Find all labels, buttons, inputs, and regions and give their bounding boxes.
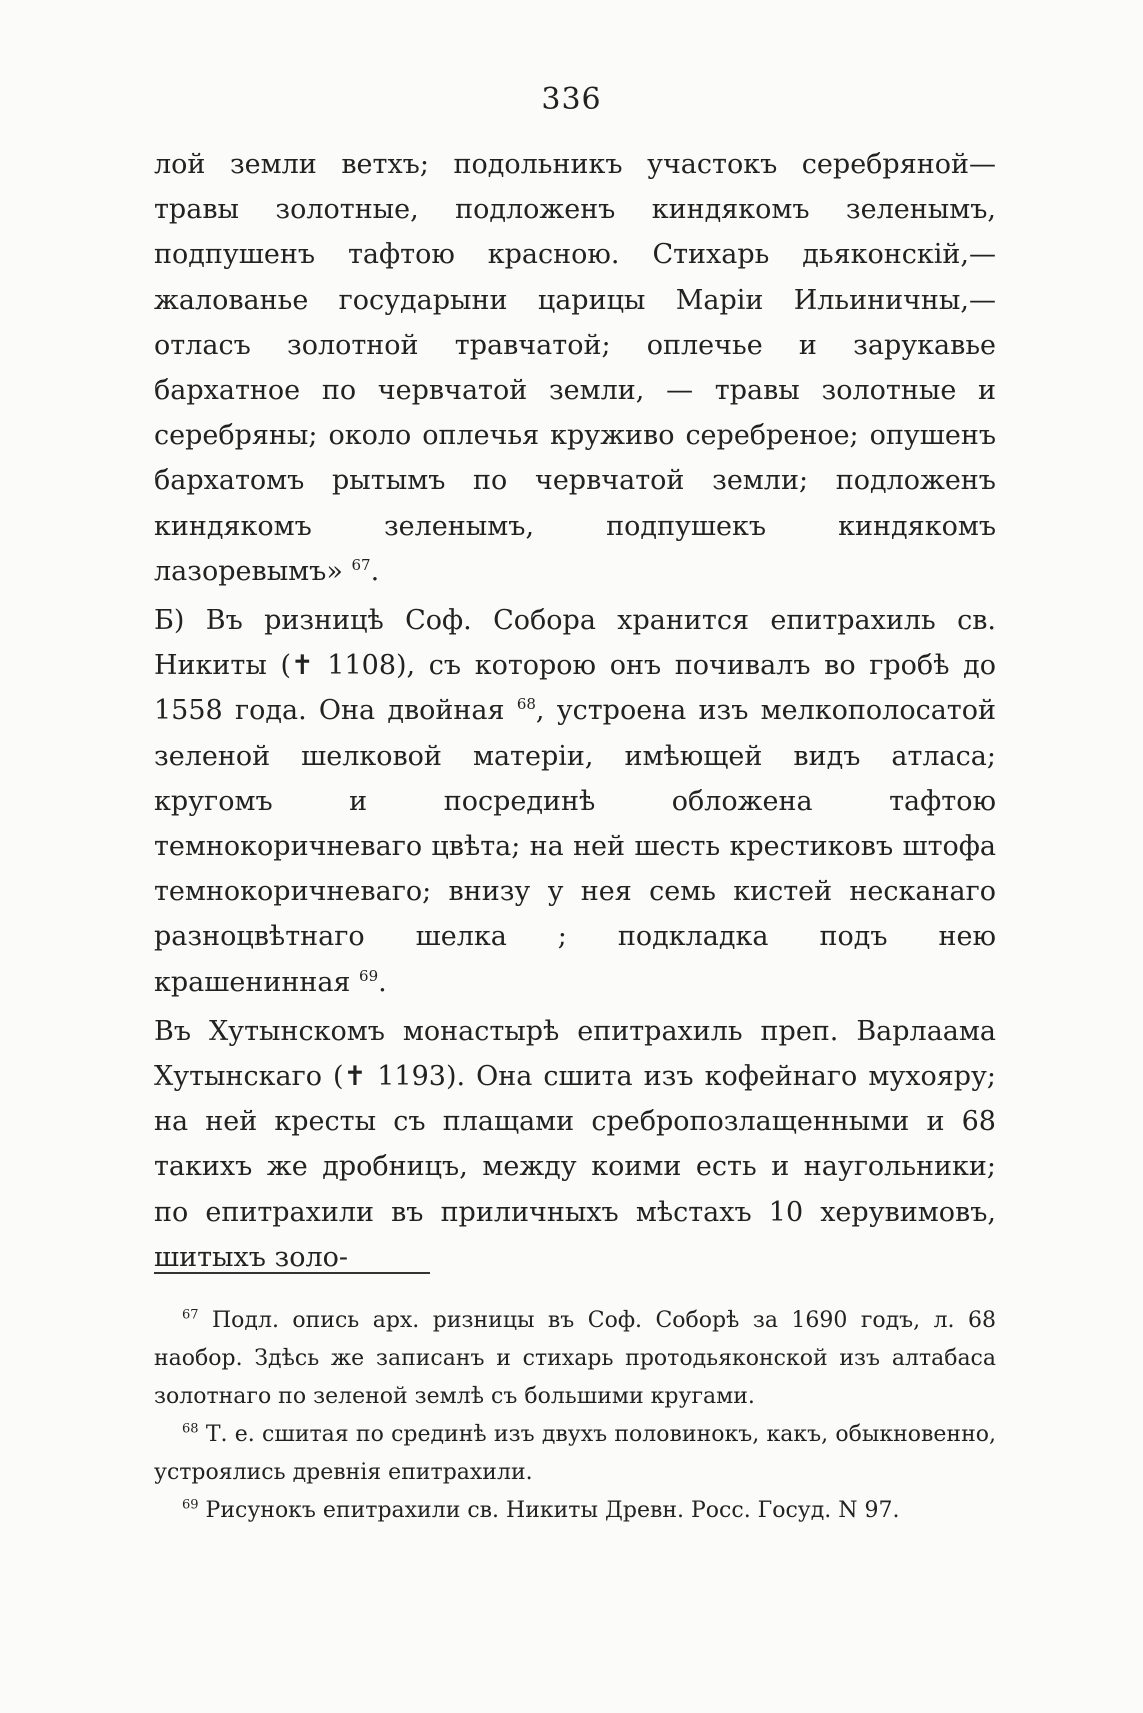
footnote-mark: 67: [182, 1307, 199, 1323]
footnote-text: Т. е. сшитая по срединѣ изъ двухъ половинокъ, какъ, обыкновенно, устроялись древнія епитрахили.: [154, 1422, 996, 1485]
footnote-67: [154, 1302, 996, 1416]
paragraph-3: [154, 1009, 996, 1280]
footnote-69: [154, 1492, 996, 1530]
paragraph-tail: .: [378, 966, 387, 998]
footnote-ref-68: 68: [516, 695, 536, 714]
paragraph-tail: .: [370, 555, 380, 587]
footnote-text: Подл. опись арх. ризницы въ Соф. Соборѣ за 1690 годъ, л. 68 наобор. Здѣсь же записанъ и стихарь протодьяконской изъ алтабаса золотнаго по зеленой землѣ съ большими кругами.: [154, 1308, 996, 1409]
main-text: [154, 142, 996, 1280]
footnote-divider: [154, 1272, 430, 1274]
paragraph-text: Б) Въ ризницѣ Соф. Собора хранится епитрахиль св. Никиты (✝ 1108), съ которою онъ почивалъ во гробѣ до 1558 года. Она двойная: [154, 605, 996, 727]
footnote-text: Рисунокъ епитрахили св. Никиты Древн. Росс. Госуд. N 97.: [205, 1498, 900, 1523]
footnote-ref-67: 67: [351, 555, 371, 574]
paragraph-text: лой земли ветхъ; подольникъ участокъ серебряной—травы золотные, подложенъ киндякомъ зеленымъ, подпушенъ тафтою красною. Стихарь дьяконскій,—жалованье государыни царицы Маріи Ильиничны,—отласъ золотной травчатой; оплечье и зарукавье бархатное по червчатой земли, — травы золотные и серебряны; около оплечья круживо серебреное; опушенъ бархатомъ рытымъ по червчатой земли; подложенъ киндякомъ зеленымъ, подпушекъ киндякомъ лазоревымъ»: [154, 149, 996, 587]
footnote-68: [154, 1416, 996, 1492]
paragraph-text: Въ Хутынскомъ монастырѣ епитрахиль преп. Варлаама Хутынскаго (✝ 1193). Она сшита изъ кофейнаго мухояру; на ней кресты съ плащами сребропозлащенными и 68 такихъ же дробницъ, между коими есть и наугольники; по епитрахили въ приличныхъ мѣстахъ 10 херувимовъ, шитыхъ золо-: [154, 1015, 996, 1273]
paragraph-2: [154, 598, 996, 1005]
paragraph-1: [154, 142, 996, 594]
footnote-mark: 68: [182, 1421, 199, 1437]
footnote-ref-69: 69: [359, 966, 379, 985]
page-number: 336: [541, 82, 602, 117]
paragraph-text-continued: , устроена изъ мелкополосатой зеленой шелковой матеріи, имѣющей видъ атласа; кругомъ и посрединѣ обложена тафтою темнокоричневаго цвѣта; на ней шесть крестиковъ штофа темнокоричневаго; внизу у нея семь кистей несканаго разноцвѣтнаго шелка ; подкладка подъ нею крашенинная: [154, 695, 996, 998]
footnotes: [154, 1302, 996, 1530]
footnote-mark: 69: [182, 1497, 199, 1513]
